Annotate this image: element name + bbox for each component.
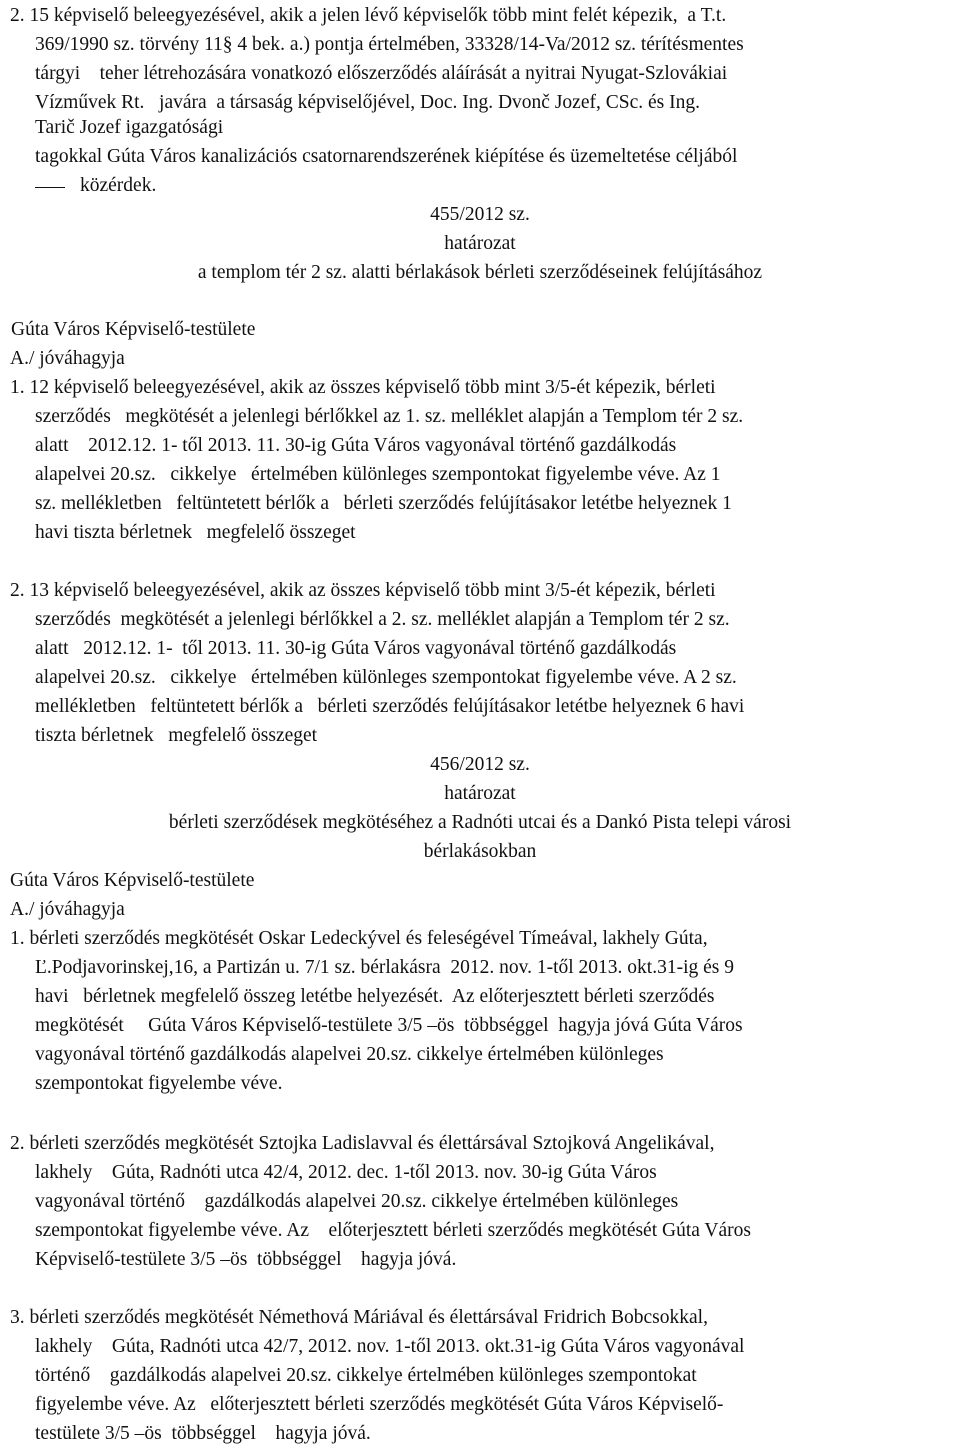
- text-line: 3. bérleti szerződés megkötését Némethová Máriával és élettársával Fridrich Bobcsokkal,: [10, 1307, 708, 1328]
- text-line: tagokkal Gúta Város kanalizációs csatornarendszerének kiépítése és üzemeltetése céljából: [35, 146, 738, 167]
- text-line: alapelvei 20.sz. cikkelye értelmében különleges szempontokat figyelembe véve. Az 1: [35, 464, 721, 485]
- text-line: szerződés megkötését a jelenlegi bérlőkkel a 2. sz. melléklet alapján a Templom tér 2 sz.: [35, 609, 730, 630]
- text-line: szempontokat figyelembe véve. Az előterjesztett bérleti szerződés megkötését Gúta Város: [35, 1220, 752, 1241]
- text-line: alatt 2012.12. 1- től 2013. 11. 30-ig Gúta Város vagyonával történő gazdálkodás: [35, 435, 677, 456]
- text-line: szerződés megkötését a jelenlegi bérlőkkel az 1. sz. melléklet alapján a Templom tér 2 sz.: [35, 406, 744, 427]
- text-line: 1. 12 képviselő beleegyezésével, akik az összes képviselő több mint 3/5-ét képezik, bérleti: [10, 377, 716, 398]
- text-line: vagyonával történő gazdálkodás alapelvei 20.sz. cikkelye értelmében különleges: [35, 1044, 664, 1065]
- text-line: 1. bérleti szerződés megkötését Oskar Ledeckývel és feleségével Tímeával, lakhely Gúta,: [10, 928, 708, 949]
- text-line: Képviselő-testülete 3/5 –ös többséggel hagyja jóvá.: [35, 1249, 457, 1270]
- text-line: tárgyi teher létrehozására vonatkozó előszerződés aláírását a nyitrai Nyugat-Szlovákiai: [35, 63, 728, 84]
- resolution-number: 455/2012 sz.: [430, 204, 530, 225]
- resolution-subject: bérlakásokban: [423, 841, 537, 862]
- text-line: tiszta bérletnek megfelelő összeget: [35, 725, 318, 746]
- resolution-subject: bérleti szerződések megkötéséhez a Radnóti utcai és a Dankó Pista telepi városi: [168, 812, 792, 833]
- text-line: 2. bérleti szerződés megkötését Sztojka Ladislavval és élettársával Sztojková Angelikával,: [10, 1133, 715, 1154]
- text-line: lakhely Gúta, Radnóti utca 42/7, 2012. nov. 1-től 2013. okt.31-ig Gúta Város vagyonával: [35, 1336, 745, 1357]
- text-line: lakhely Gúta, Radnóti utca 42/4, 2012. dec. 1-től 2013. nov. 30-ig Gúta Város: [35, 1162, 657, 1183]
- text-line: alapelvei 20.sz. cikkelye értelmében különleges szempontokat figyelembe véve. A 2 sz.: [35, 667, 737, 688]
- text-line: 2. 15 képviselő beleegyezésével, akik a jelen lévő képviselők több mint felét képezik, a T.t.: [10, 5, 727, 26]
- text-line: Tarič Jozef igazgatósági: [35, 117, 224, 138]
- resolution-number: 456/2012 sz.: [430, 754, 530, 775]
- text-line: szempontokat figyelembe véve.: [35, 1073, 283, 1094]
- text-line: vagyonával történő gazdálkodás alapelvei 20.sz. cikkelye értelmében különleges: [35, 1191, 679, 1212]
- text-line: mellékletben feltüntetett bérlők a bérleti szerződés felújításakor letétbe helyeznek 6 havi: [35, 696, 745, 717]
- text-line: testülete 3/5 –ös többséggel hagyja jóvá.: [35, 1423, 371, 1444]
- text-line: közérdek.: [80, 175, 157, 196]
- resolution-subject: a templom tér 2 sz. alatti bérlakások bérleti szerződéseinek felújításához: [197, 262, 763, 283]
- text-line: havi bérletnek megfelelő összeg letétbe helyezését. Az előterjesztett bérleti szerződés: [35, 986, 715, 1007]
- text-line: Vízművek Rt. javára a társaság képviselőjével, Doc. Ing. Dvonč Jozef, CSc. és Ing.: [35, 92, 700, 113]
- resolution-type: határozat: [444, 783, 516, 804]
- text-line: sz. mellékletben feltüntetett bérlők a bérleti szerződés felújításakor letétbe helyeznek 1: [35, 493, 732, 514]
- text-line: megkötését Gúta Város Képviselő-testülete 3/5 –ös többséggel hagyja jóvá Gúta Város: [35, 1015, 743, 1036]
- council-name: Gúta Város Képviselő-testülete: [11, 319, 256, 340]
- text-line: havi tiszta bérletnek megfelelő összeget: [35, 522, 356, 543]
- text-line: Ľ.Podjavorinskej,16, a Partizán u. 7/1 sz. bérlakásra 2012. nov. 1-től 2013. okt.31-ig és 9: [35, 957, 734, 978]
- decision-heading: A./ jóváhagyja: [10, 348, 125, 369]
- council-name: Gúta Város Képviselő-testülete: [10, 870, 255, 891]
- text-line: figyelembe véve. Az előterjesztett bérleti szerződés megkötését Gúta Város Képviselő-: [35, 1394, 724, 1415]
- text-line: alatt 2012.12. 1- től 2013. 11. 30-ig Gúta Város vagyonával történő gazdálkodás: [35, 638, 677, 659]
- text-line: 2. 13 képviselő beleegyezésével, akik az összes képviselő több mint 3/5-ét képezik, bérleti: [10, 580, 716, 601]
- resolution-type: határozat: [444, 233, 516, 254]
- decision-heading: A./ jóváhagyja: [10, 899, 125, 920]
- text-line: történő gazdálkodás alapelvei 20.sz. cikkelye értelmében különleges szempontokat: [35, 1365, 697, 1386]
- text-line: 369/1990 sz. törvény 11§ 4 bek. a.) pontja értelmében, 33328/14-Va/2012 sz. térítésmentes: [35, 34, 744, 55]
- dash-mark: [35, 187, 65, 188]
